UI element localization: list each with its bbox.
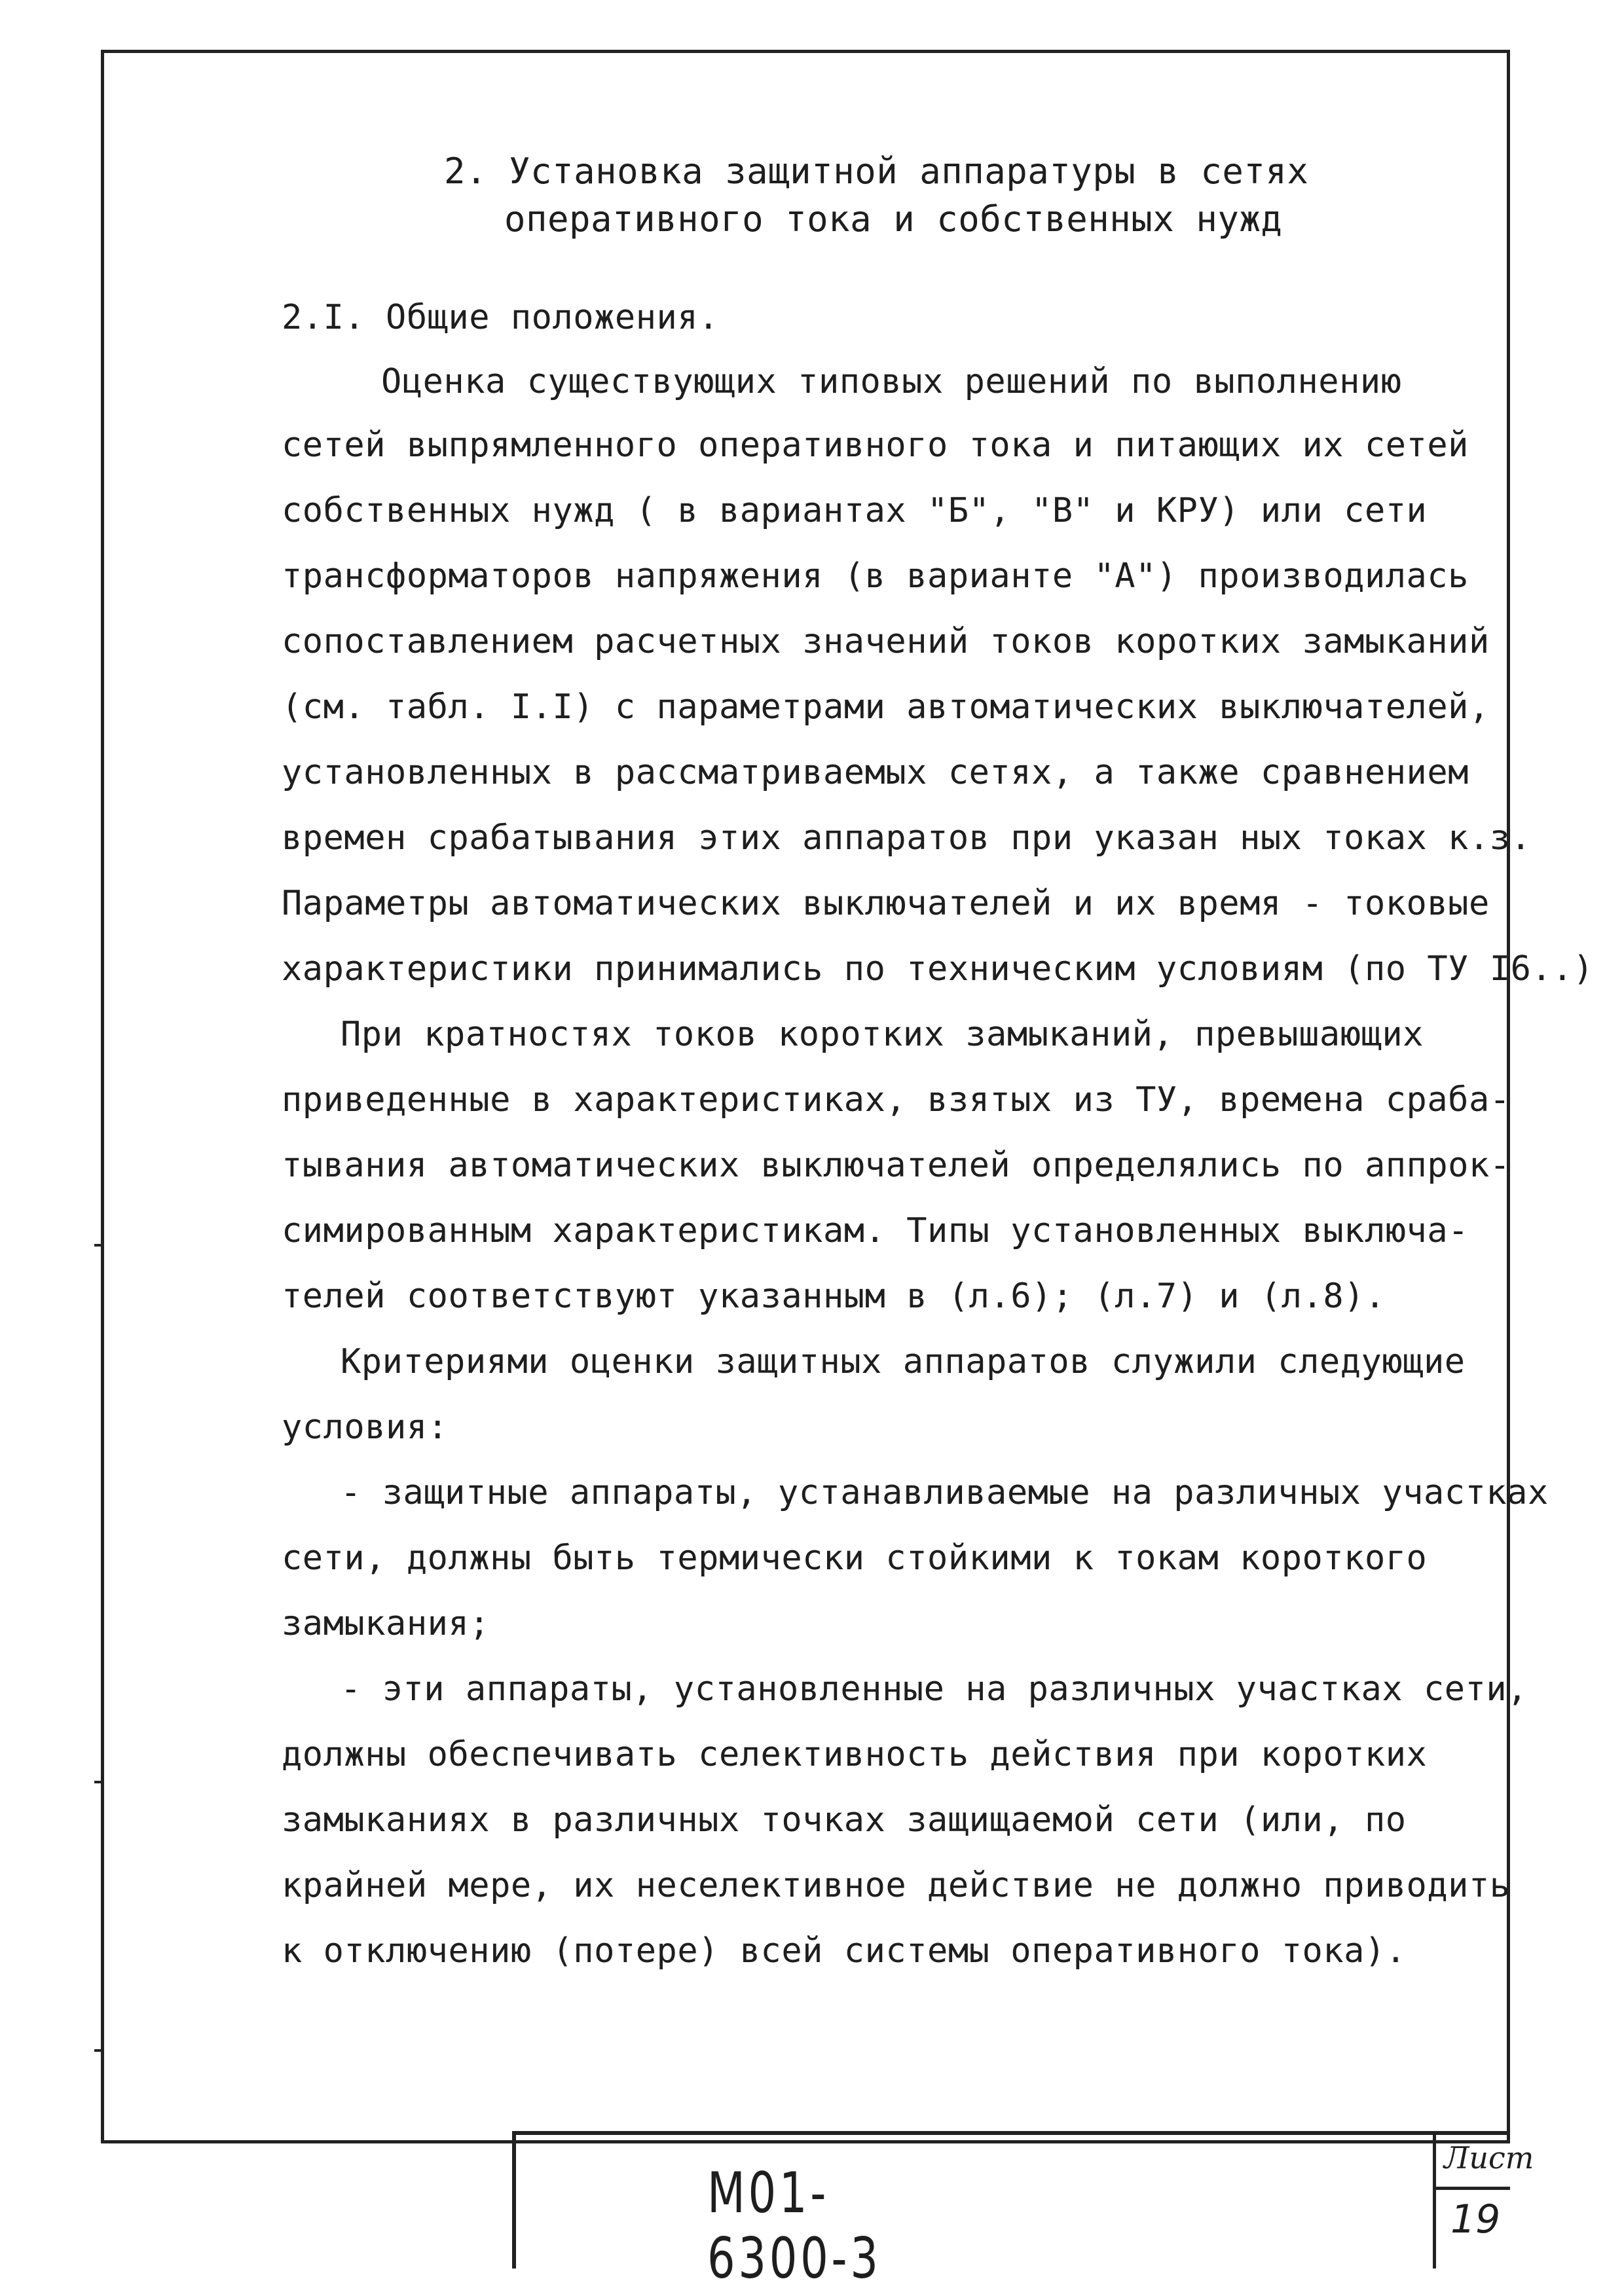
- paragraph-line: характеристики принимались по техническим условиям (по ТУ I6..): [282, 949, 1594, 989]
- margin-tick: [94, 1781, 101, 1783]
- paragraph-line: Параметры автоматических выключателей и их время - токовые: [282, 884, 1490, 923]
- paragraph-line: крайней мере, их неселективное действие не должно приводить: [282, 1866, 1511, 1905]
- paragraph-line: времен срабатывания этих аппаратов при указан ных токах к.з.: [282, 818, 1532, 858]
- paragraph-line: тывания автоматических выключателей определялись по аппрок-: [282, 1146, 1511, 1185]
- section-title: 2.I. Общие положения.: [282, 298, 719, 337]
- sheet-divider: [1433, 2187, 1510, 2190]
- paragraph-line: сети, должны быть термически стойкими к токам короткого: [282, 1539, 1428, 1578]
- paragraph-line: Критериями оценки защитных аппаратов служили следующие: [341, 1342, 1466, 1381]
- paragraph-line: условия:: [282, 1408, 449, 1447]
- document-code: М01-6300-3: [707, 2160, 881, 2291]
- paragraph-line: При кратностях токов коротких замыканий, превышающих: [341, 1015, 1424, 1054]
- paragraph-line: - эти аппараты, установленные на различных участках сети,: [341, 1669, 1528, 1709]
- paragraph-line: (см. табл. I.I) с параметрами автоматических выключателей,: [282, 687, 1490, 727]
- heading-line-1: 2. Установка защитной аппаратуры в сетях: [444, 151, 1309, 192]
- paragraph-line: замыканиях в различных точках защищаемой сети (или, по: [282, 1800, 1407, 1840]
- paragraph-line: к отключению (потере) всей системы оперативного тока).: [282, 1931, 1407, 1971]
- title-block: [512, 2131, 1534, 2269]
- paragraph-line: трансформаторов напряжения (в варианте "А") производилась: [282, 556, 1469, 596]
- heading-line-2: оперативного тока и собственных нужд: [504, 198, 1283, 240]
- margin-tick: [94, 2049, 101, 2052]
- paragraph-line: симированным характеристикам. Типы установленных выключа-: [282, 1211, 1469, 1250]
- paragraph-line: Оценка существующих типовых решений по выполнению: [381, 362, 1402, 401]
- sheet-number: 19: [1450, 2196, 1501, 2242]
- paragraph-line: установленных в рассматриваемых сетях, а также сравнением: [282, 753, 1469, 792]
- paragraph-line: сетей выпрямленного оперативного тока и питающих их сетей: [282, 426, 1469, 465]
- paragraph-line: - защитные аппараты, устанавливаемые на различных участках: [341, 1473, 1549, 1512]
- paragraph-line: сопоставлением расчетных значений токов коротких замыканий: [282, 622, 1490, 661]
- sheet-label: Лист: [1444, 2140, 1534, 2176]
- paragraph-line: должны обеспечивать селективность действия при коротких: [282, 1735, 1428, 1774]
- paragraph-line: приведенные в характеристиках, взятых из ТУ, времена сраба-: [282, 1080, 1511, 1120]
- paragraph-line: телей соответствуют указанным в (л.6); (л.7) и (л.8).: [282, 1277, 1386, 1316]
- paragraph-line: собственных нужд ( в вариантах "Б", "В" и КРУ) или сети: [282, 491, 1428, 530]
- margin-tick: [94, 1244, 101, 1247]
- paragraph-line: замыкания;: [282, 1604, 490, 1643]
